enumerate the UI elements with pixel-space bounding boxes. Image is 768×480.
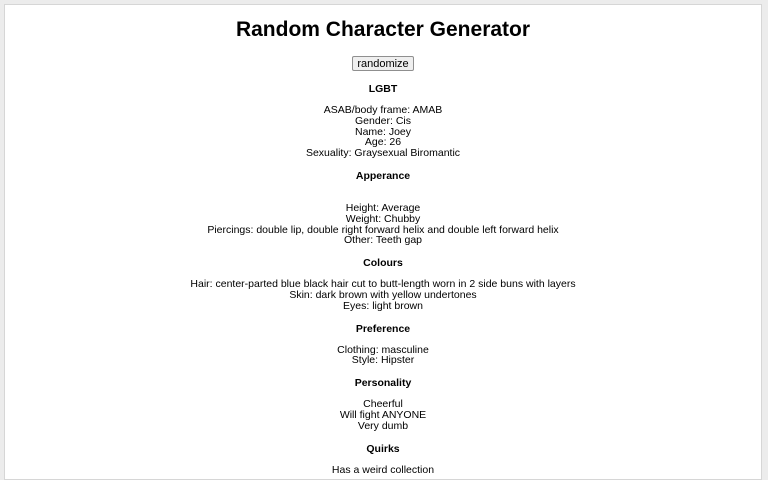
quirk-line: Has a weird collection [331,463,435,476]
generator-content [5,5,761,475]
other-line: Other: Teeth gap [343,234,423,247]
page-frame [4,4,762,480]
personality-trait: Will fight ANYONE [339,408,427,421]
personality-trait: Cheerful [363,398,403,411]
page-title: Random Character Generator [235,18,531,41]
hair-line: Hair: center-parted blue black hair cut to butt-length worn in 2 side buns with layers [190,278,576,291]
section-lgbt [5,83,761,159]
button-row [5,54,761,72]
section-appearance [5,170,761,246]
style-line: Style: Hipster [351,354,415,367]
personality-trait: Very dumb [357,419,409,432]
section-title-quirks: Quirks [366,442,400,455]
section-title-colours: Colours [363,257,403,270]
name-line: Name: Joey [354,125,412,138]
section-title-lgbt: LGBT [368,83,398,95]
section-quirks [5,443,761,476]
section-personality [5,377,761,431]
weight-line: Weight: Chubby [345,212,421,225]
clothing-line: Clothing: masculine [337,343,429,356]
skin-line: Skin: dark brown with yellow undertones [289,288,477,301]
sexuality-line: Sexuality: Graysexual Biromantic [305,147,461,160]
gender-line: Gender: Cis [354,114,412,127]
asab-line: ASAB/body frame: AMAB [323,104,443,116]
eyes-line: Eyes: light brown [343,299,423,312]
age-line: Age: 26 [364,136,402,149]
section-colours [5,257,761,311]
randomize-button[interactable]: randomize [352,56,413,71]
height-line: Height: Average [345,201,421,214]
section-title-personality: Personality [354,377,412,390]
section-title-preference: Preference [355,322,411,335]
section-title-appearance: Apperance [355,169,411,182]
section-preference [5,323,761,367]
piercings-line: Piercings: double lip, double right forward helix and double left forward helix [207,223,559,236]
